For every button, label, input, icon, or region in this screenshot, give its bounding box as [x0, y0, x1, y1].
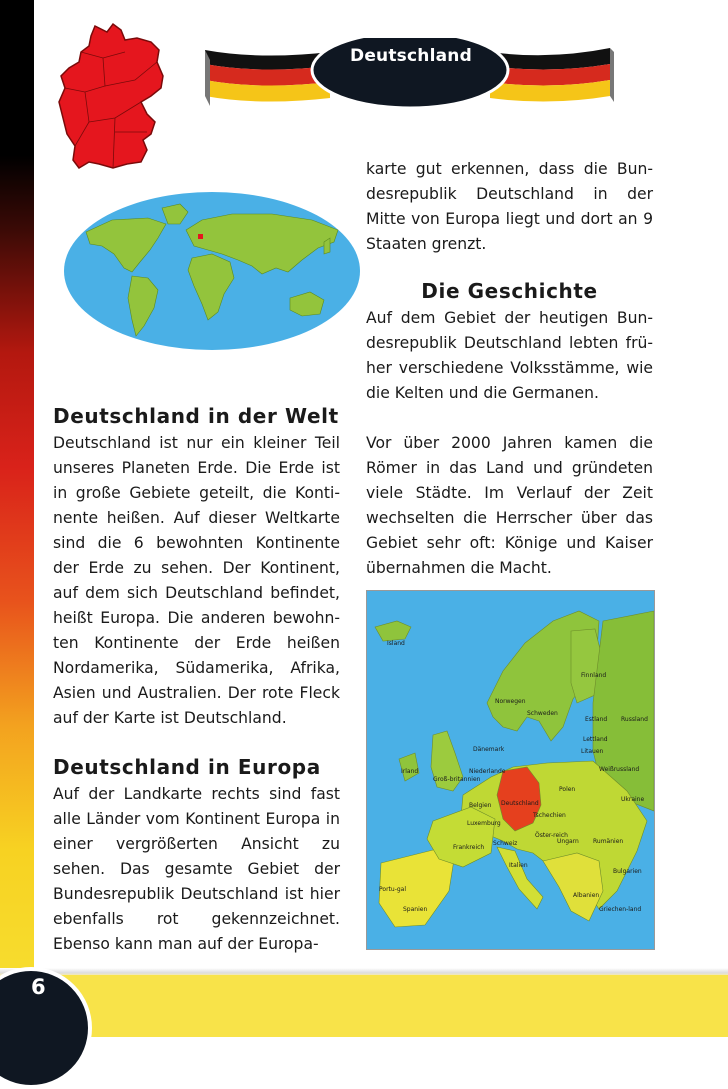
map-label-tschechien: Tschechien: [533, 812, 566, 819]
paragraph-welt: [53, 431, 340, 731]
map-label-ungarn: Ungarn: [557, 838, 579, 845]
text-line: in große Gebiete geteilt, die Konti-: [53, 484, 340, 502]
text-line: sehen. Das gesamte Gebiet der: [53, 860, 340, 878]
map-label-norwegen: Norwegen: [495, 698, 526, 705]
text-line: alle Länder vom Kontinent Europa: [53, 810, 321, 828]
text-line: Auf der Landkarte rechts sind fast: [53, 785, 340, 803]
right-column: [366, 157, 653, 581]
map-label-russland: Russland: [621, 716, 648, 723]
map-label-belgien: Belgien: [469, 802, 492, 809]
text-line: wechselten die Herrscher über das: [366, 509, 653, 527]
text-line: Asien und Australien. Der rote Fleck: [53, 684, 340, 702]
banner-title: Deutschland: [350, 46, 472, 66]
map-label-albanien: Albanien: [573, 892, 600, 899]
heading-deutschland-in-der-welt: Deutschland in der Welt: [53, 404, 339, 428]
text-line: desrepublik Deutschland in der: [366, 185, 653, 203]
map-label-bulgarien: Bulgarien: [613, 868, 642, 875]
text-line: Römer in das Land und gründeten: [366, 459, 653, 477]
text-line: ten Kontinente der Erde heißen: [53, 634, 340, 652]
map-label-irland: Irland: [401, 768, 419, 775]
text-line: heißt Europa. Die anderen bewohn-: [53, 609, 340, 627]
page-number: 6: [31, 975, 46, 999]
paragraph-continuation: [366, 157, 653, 257]
map-label-ukraine: Ukraine: [621, 796, 645, 803]
paragraph-europa: [53, 782, 340, 957]
paragraph-geschichte-2: [366, 431, 653, 581]
text-line: in einer vergrößerten Ansicht zu: [53, 810, 340, 853]
text-line: nente heißen. Auf dieser Weltkarte: [53, 509, 340, 527]
text-line: desrepublik Deutschland lebten frü-: [366, 334, 653, 352]
map-label-lettland: Lettland: [583, 736, 608, 743]
map-label-daenemark: Dänemark: [473, 746, 505, 753]
text-line: Mitte von Europa liegt und dort an: [366, 210, 638, 228]
map-label-luxemburg: Luxemburg: [467, 820, 501, 827]
text-line: viele Städte. Im Verlauf der Zeit: [366, 484, 653, 502]
text-line: her verschiedene Volksstämme, wie: [366, 359, 653, 377]
map-label-frankreich: Frankreich: [453, 844, 485, 851]
map-label-spanien: Spanien: [403, 906, 428, 913]
text-line: Bundesrepublik Deutschland ist: [53, 885, 304, 903]
flag-stripes-left: [205, 50, 330, 106]
text-line: Deutschland ist nur ein kleiner Teil: [53, 434, 340, 452]
europe-map-image: [366, 590, 655, 950]
map-label-rumaenien: Rumänien: [593, 838, 624, 845]
text-line: unseres Planeten Erde. Die Erde ist: [53, 459, 340, 477]
world-map-image: [62, 190, 362, 352]
map-label-polen: Polen: [559, 786, 576, 793]
map-label-niederlande: Niederlande: [469, 768, 506, 775]
text-line: karte gut erkennen, dass die Bun-: [366, 160, 653, 178]
text-line: der Erde zu sehen. Der Kontinent,: [53, 559, 340, 577]
map-label-portugal: Portu-gal: [379, 886, 407, 893]
heading-die-geschichte: Die Geschichte: [421, 279, 598, 303]
map-label-griechenland: Griechen-land: [599, 906, 642, 913]
heading-deutschland-in-europa: Deutschland in Europa: [53, 755, 321, 779]
text-line: Vor über 2000 Jahren kamen die: [366, 434, 653, 452]
text-line: Ebenso kann man auf der Europa-: [53, 935, 319, 953]
germany-marker: [198, 234, 203, 239]
text-line: Gebiet sehr oft: Könige und Kaiser: [366, 534, 653, 552]
map-label-schweiz: Schweiz: [493, 840, 518, 847]
map-label-grossbritannien: Groß-britannien: [433, 776, 481, 783]
map-label-finnland: Finnland: [581, 672, 607, 679]
map-label-estland: Estland: [585, 716, 608, 723]
text-line: übernahmen die Macht.: [366, 559, 552, 577]
germany-map-image: [55, 22, 175, 172]
map-label-deutschland: Deutschland: [501, 800, 539, 807]
left-column: [53, 404, 340, 957]
text-line: die Kelten und die Germanen.: [366, 384, 599, 402]
text-line: sind die 6 bewohnten Kontinente: [53, 534, 340, 552]
text-line: hier ebenfalls rot gekennzeichnet.: [53, 885, 340, 928]
map-label-italien: Italien: [509, 862, 528, 869]
flag-color-sidebar: [0, 0, 34, 1037]
map-label-oesterreich: Öster-reich: [535, 832, 568, 839]
text-line: Auf dem Gebiet der heutigen Bun-: [366, 309, 653, 327]
map-label-litauen: Litauen: [581, 748, 604, 755]
text-line: Nordamerika, Südamerika, Afrika,: [53, 659, 340, 677]
map-label-schweden: Schweden: [527, 710, 558, 717]
text-line: 9 Staaten grenzt.: [366, 210, 653, 253]
map-label-weissrussland: Weißrussland: [599, 766, 640, 773]
map-label-island: Island: [387, 640, 405, 647]
text-line: auf der Karte ist Deutschland.: [53, 709, 287, 727]
paragraph-geschichte-1: [366, 306, 653, 406]
text-line: auf dem sich Deutschland befindet,: [53, 584, 340, 602]
page-footer: [0, 975, 728, 1037]
